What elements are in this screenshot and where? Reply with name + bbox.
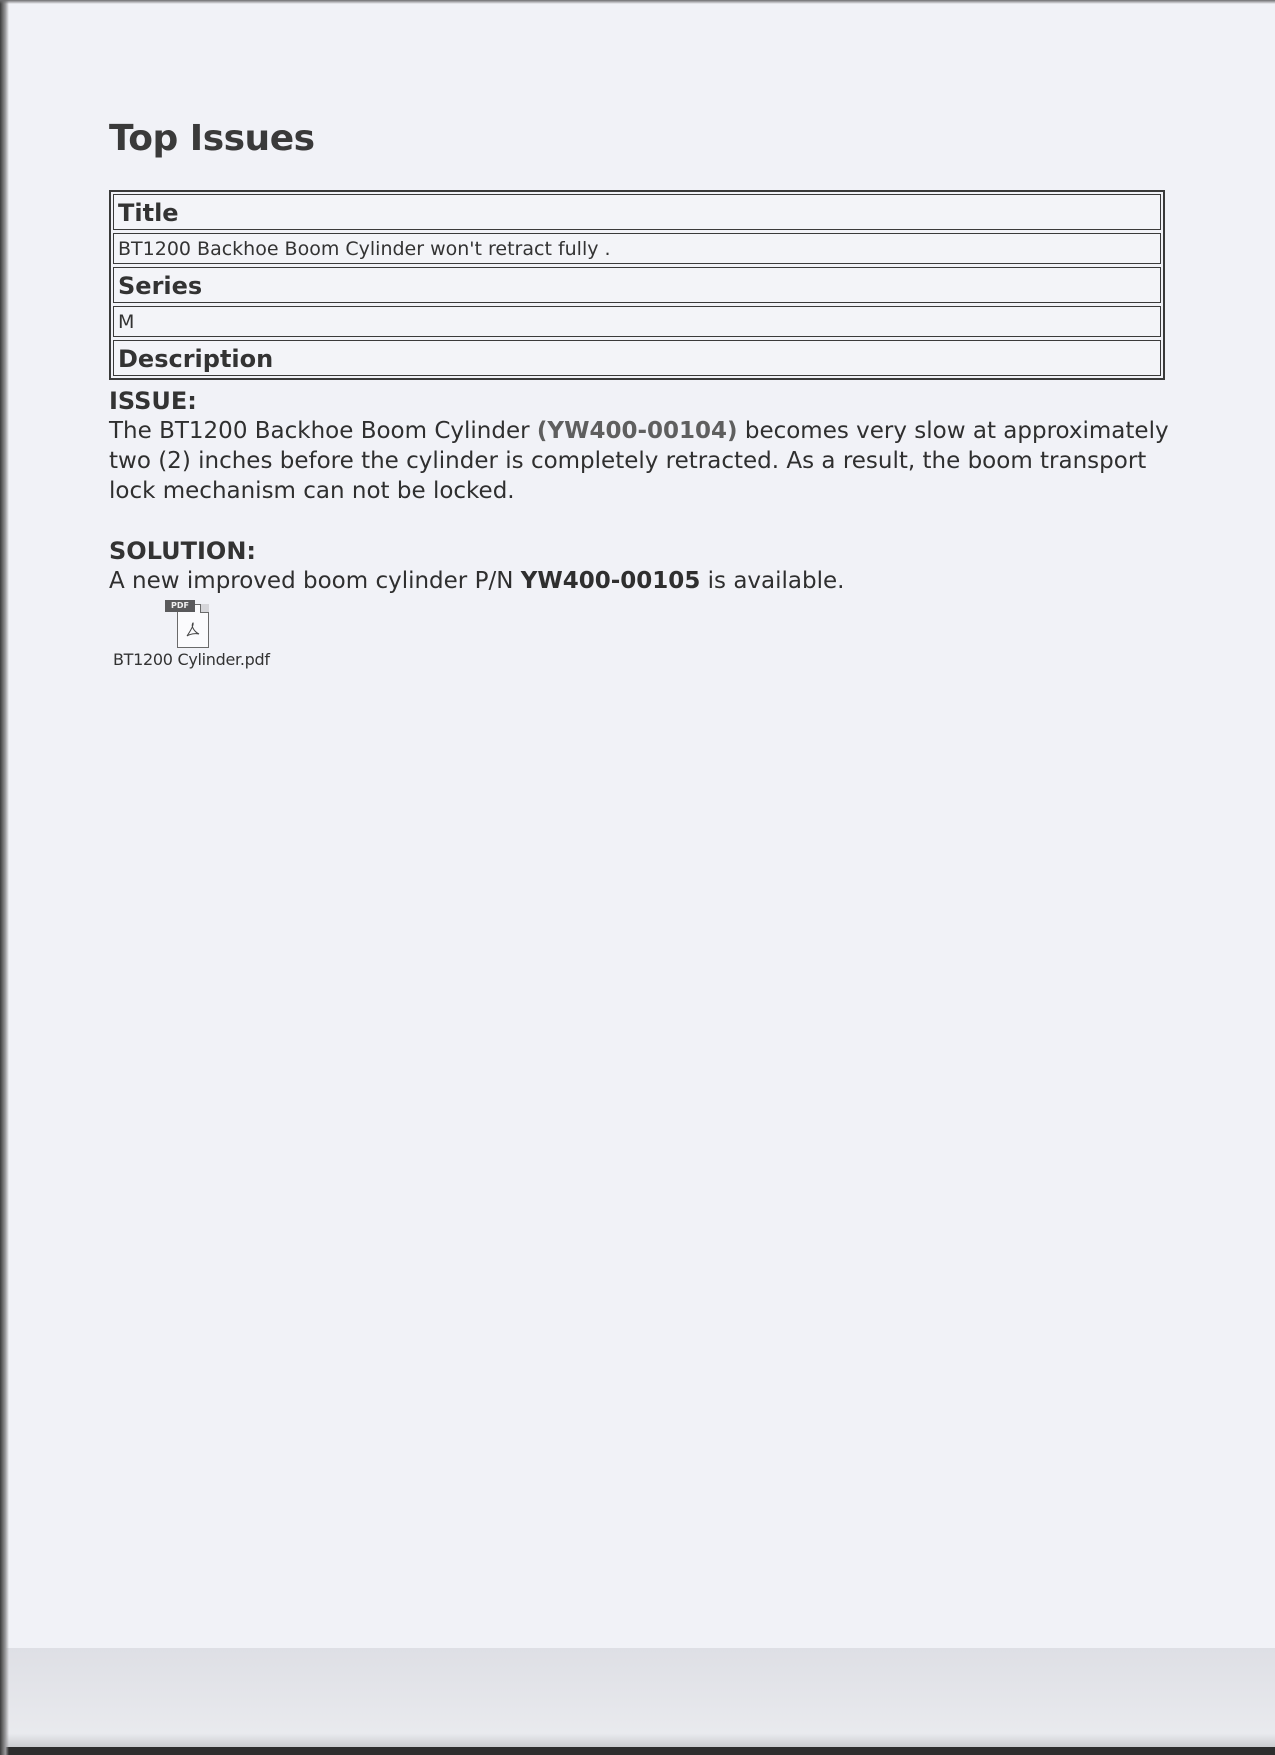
issue-info-table xyxy=(109,190,1165,380)
issue-heading: ISSUE: xyxy=(109,387,197,415)
title-label: Title xyxy=(113,194,1161,230)
acrobat-swoosh-icon xyxy=(185,622,201,638)
pdf-file-icon[interactable] xyxy=(165,600,215,648)
series-value: M xyxy=(113,306,1161,337)
issue-text-after: becomes very slow at approximately two (2) inches before the cylinder is completely retracted. As a result, the boom transport lock mechanism can not be locked. xyxy=(109,418,1169,504)
solution-text-after: is available. xyxy=(700,568,845,594)
scan-left-edge xyxy=(0,0,9,1755)
issue-part-number: (YW400-00104) xyxy=(536,418,738,444)
solution-heading: SOLUTION: xyxy=(109,537,256,565)
issue-text xyxy=(109,416,1179,506)
scanner-bed-strip xyxy=(0,1648,1275,1755)
pdf-icon-tag: PDF xyxy=(165,600,195,612)
page-title: Top Issues xyxy=(109,118,315,159)
pdf-attachment[interactable] xyxy=(113,600,273,669)
description-label: Description xyxy=(113,340,1161,376)
scan-top-edge xyxy=(0,0,1275,4)
description-content xyxy=(109,386,1179,596)
series-label: Series xyxy=(113,267,1161,303)
solution-text xyxy=(109,566,1179,596)
solution-part-number: YW400-00105 xyxy=(520,568,701,594)
issue-text-before: The BT1200 Backhoe Boom Cylinder xyxy=(109,418,537,444)
solution-text-before: A new improved boom cylinder P/N xyxy=(109,568,521,594)
title-value: BT1200 Backhoe Boom Cylinder won't retract fully . xyxy=(113,233,1161,264)
attachment-filename[interactable]: BT1200 Cylinder.pdf xyxy=(113,650,270,669)
